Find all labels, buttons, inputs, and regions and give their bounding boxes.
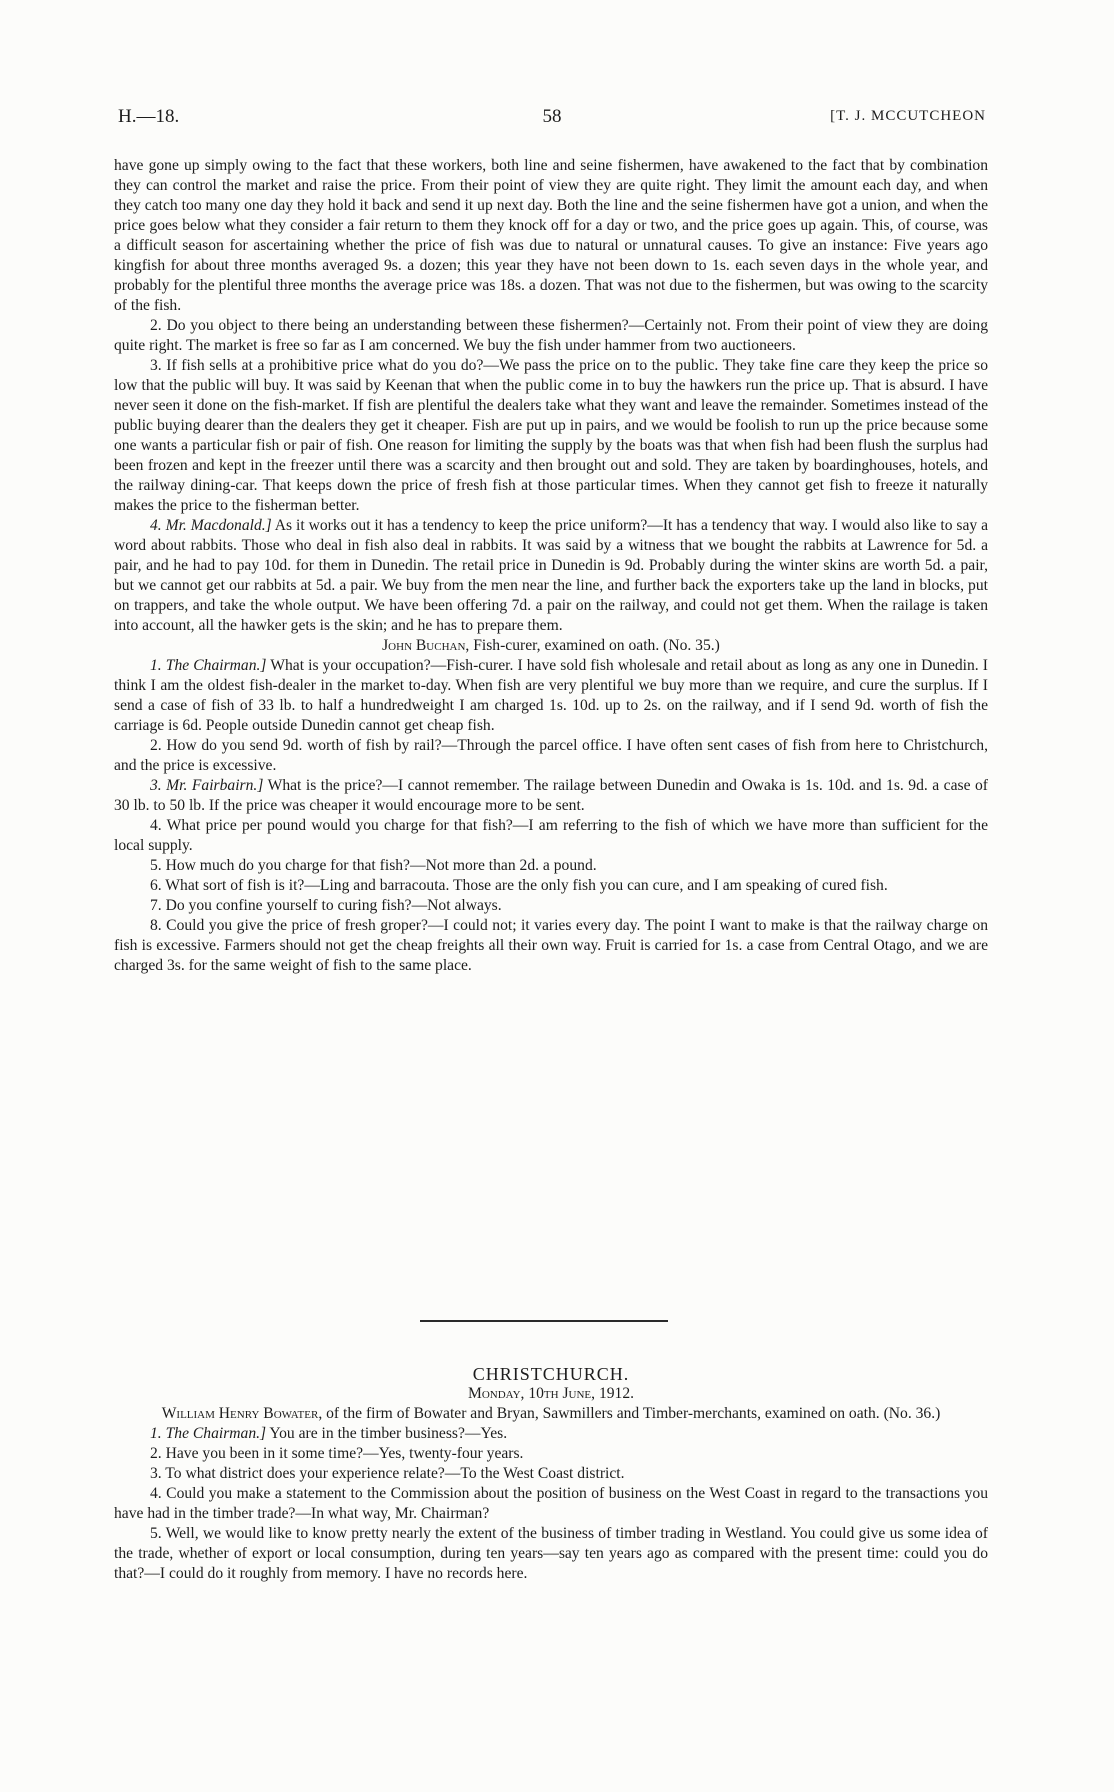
question-1 bbox=[114, 656, 988, 736]
session-date: Monday, 10th June, 1912. bbox=[467, 1385, 635, 1402]
question-3: 3. If fish sells at a prohibitive price what do you do?—We pass the price on to the public. They take fine care they keep the price so low that the public will buy. It was said by Keenan that when the public come in to buy the hawkers run the price up. That is absurd. I have never seen it done on the fish-market. If fish are plentiful the dealers take what they want and leave the remainder. Sometimes instead of the public buying dearer than the dealers they get it cheaper. Fish are put up in pairs, and we would be foolish to run up the price because some one wants a particular fish or pair of fish. One reason for limiting the supply by the boats was that when fish had been flush the surplus had been frozen and kept in the freezer until there was a scarcity and then brought out and sold. They are taken by boardinghouses, hotels, and the railway dining-car. That keeps down the price of fresh fish at those particular times. When they cannot get fish to freeze it naturally makes the price to the fisherman better. bbox=[114, 357, 988, 514]
question-3 bbox=[114, 776, 988, 816]
question-2: 2. Have you been in it some time?—Yes, twenty-four years. bbox=[150, 1445, 524, 1462]
page-number: 58 bbox=[542, 106, 562, 127]
witness-heading bbox=[114, 636, 988, 656]
section-title: CHRISTCHURCH. bbox=[472, 1364, 630, 1384]
paper-reference: H.—18. bbox=[118, 106, 180, 127]
witness-description: , of the firm of Bowater and Bryan, Sawmillers and Timber-merchants, examined on oath. (No. 36.) bbox=[318, 1405, 941, 1422]
speaker: 1. The Chairman.] bbox=[150, 1425, 267, 1442]
page-header bbox=[118, 106, 986, 132]
evidence-body bbox=[114, 156, 988, 976]
question-7: 7. Do you confine yourself to curing fish?—Not always. bbox=[150, 897, 502, 914]
speaker: 3. Mr. Fairbairn.] bbox=[150, 777, 264, 794]
question-8: 8. Could you give the price of fresh groper?—I could not; it varies every day. The point I want to make is that the railway charge on fish is excessive. Farmers should not get the cheap freights all their own way. Fruit is carried for 1s. a case from Central Otago, and we are charged 3s. for the same weight of fish to the same place. bbox=[114, 917, 988, 974]
question-1 bbox=[114, 1424, 988, 1444]
question-3: 3. To what district does your experience relate?—To the West Coast district. bbox=[150, 1465, 625, 1482]
witness-description: , Fish-curer, examined on oath. (No. 35.) bbox=[465, 637, 720, 654]
witness-running-head: [T. J. MCCUTCHEON bbox=[830, 108, 986, 124]
paragraph-continuation: have gone up simply owing to the fact that these workers, both line and seine fishermen, have awakened to the fact that by combination they can control the market and raise the price. From their point of view they are quite right. They limit the amount each day, and when they catch too many one day they hold it back and send it up next day. Both the line and the seine fishermen have got a union, and when the price goes below what they consider a fair return to them they knock off for a day or two, and the price goes up again. This, of course, was a difficult season for ascertaining whether the price of fish was due to natural or unnatural causes. To give an instance: Five years ago kingfish for about three months averaged 9s. a dozen; this year they have not been down to 1s. each seven days in the whole year, and probably for the plentiful three months the average price was 18s. a dozen. That was not due to the fishermen, but was owing to the scarcity of the fish. bbox=[114, 157, 988, 314]
question-4: 4. What price per pound would you charge for that fish?—I am referring to the fish of which we have more than sufficient for the local supply. bbox=[114, 817, 988, 854]
question-2: 2. Do you object to there being an understanding between these fishermen?—Certainly not. From their point of view they are doing quite right. The market is free so far as I am concerned. We buy the fish under hammer from two auctioneers. bbox=[114, 317, 988, 354]
section-divider bbox=[420, 1320, 668, 1322]
answer-text: You are in the timber business?—Yes. bbox=[266, 1425, 508, 1442]
question-5: 5. How much do you charge for that fish?—Not more than 2d. a pound. bbox=[150, 857, 597, 874]
speaker: 4. Mr. Macdonald.] bbox=[150, 517, 272, 534]
answer-text: What is your occupation?—Fish-curer. I have sold fish wholesale and retail about as long as any one in Dunedin. I think I am the oldest fish-dealer in the market to-day. When fish are very plentiful we buy more than we require, and cure the surplus. If I send a case of fish of 33 lb. to half a hundredweight I am charged 1s. 10d. up to 2s. on the railway, and if I send 9d. worth of fish the carriage is 6d. People outside Dunedin cannot get cheap fish. bbox=[114, 657, 988, 734]
witness-name: John Buchan bbox=[382, 637, 466, 654]
christchurch-section bbox=[114, 1364, 988, 1584]
witness-heading bbox=[114, 1404, 988, 1424]
speaker: 1. The Chairman.] bbox=[150, 657, 267, 674]
question-2: 2. How do you send 9d. worth of fish by rail?—Through the parcel office. I have often sent cases of fish from here to Christchurch, and the price is excessive. bbox=[114, 737, 988, 774]
question-4 bbox=[114, 516, 988, 636]
answer-text: As it works out it has a tendency to keep the price uniform?—It has a tendency that way. I would also like to say a word about rabbits. Those who deal in fish also deal in rabbits. It was said by a witness that we bought the rabbits at Lawrence for 5d. a pair, and he had to pay 10d. for them in Dunedin. The retail price in Dunedin is 9d. Probably during the winter skins are worth 5d. a pair, but we cannot get our rabbits at 5d. a pair. We buy from the men near the line, and further back the exporters take up the land in blocks, put on trappers, and take the whole output. We have been offering 7d. a pair on the railway, and could not get them. When the railage is taken into account, all the hawker gets is the skin; and he has to prepare them. bbox=[114, 517, 989, 634]
witness-name: William Henry Bowater bbox=[161, 1405, 319, 1422]
answer-text: What is the price?—I cannot remember. The railage between Dunedin and Owaka is 1s. 10d. and 1s. 9d. a case of 30 lb. to 50 lb. If the price was cheaper it would encourage more to be sent. bbox=[114, 777, 988, 814]
question-6: 6. What sort of fish is it?—Ling and barracouta. Those are the only fish you can cure, and I am speaking of cured fish. bbox=[150, 877, 888, 894]
question-4: 4. Could you make a statement to the Commission about the position of business on the West Coast in regard to the transactions you have had in the timber trade?—In what way, Mr. Chairman? bbox=[114, 1485, 988, 1522]
question-5: 5. Well, we would like to know pretty nearly the extent of the business of timber trading in Westland. You could give us some idea of the trade, whether of export or local consumption, during ten years—say ten years ago as compared with the present time: could you do that?—I could do it roughly from memory. I have no records here. bbox=[114, 1525, 988, 1582]
